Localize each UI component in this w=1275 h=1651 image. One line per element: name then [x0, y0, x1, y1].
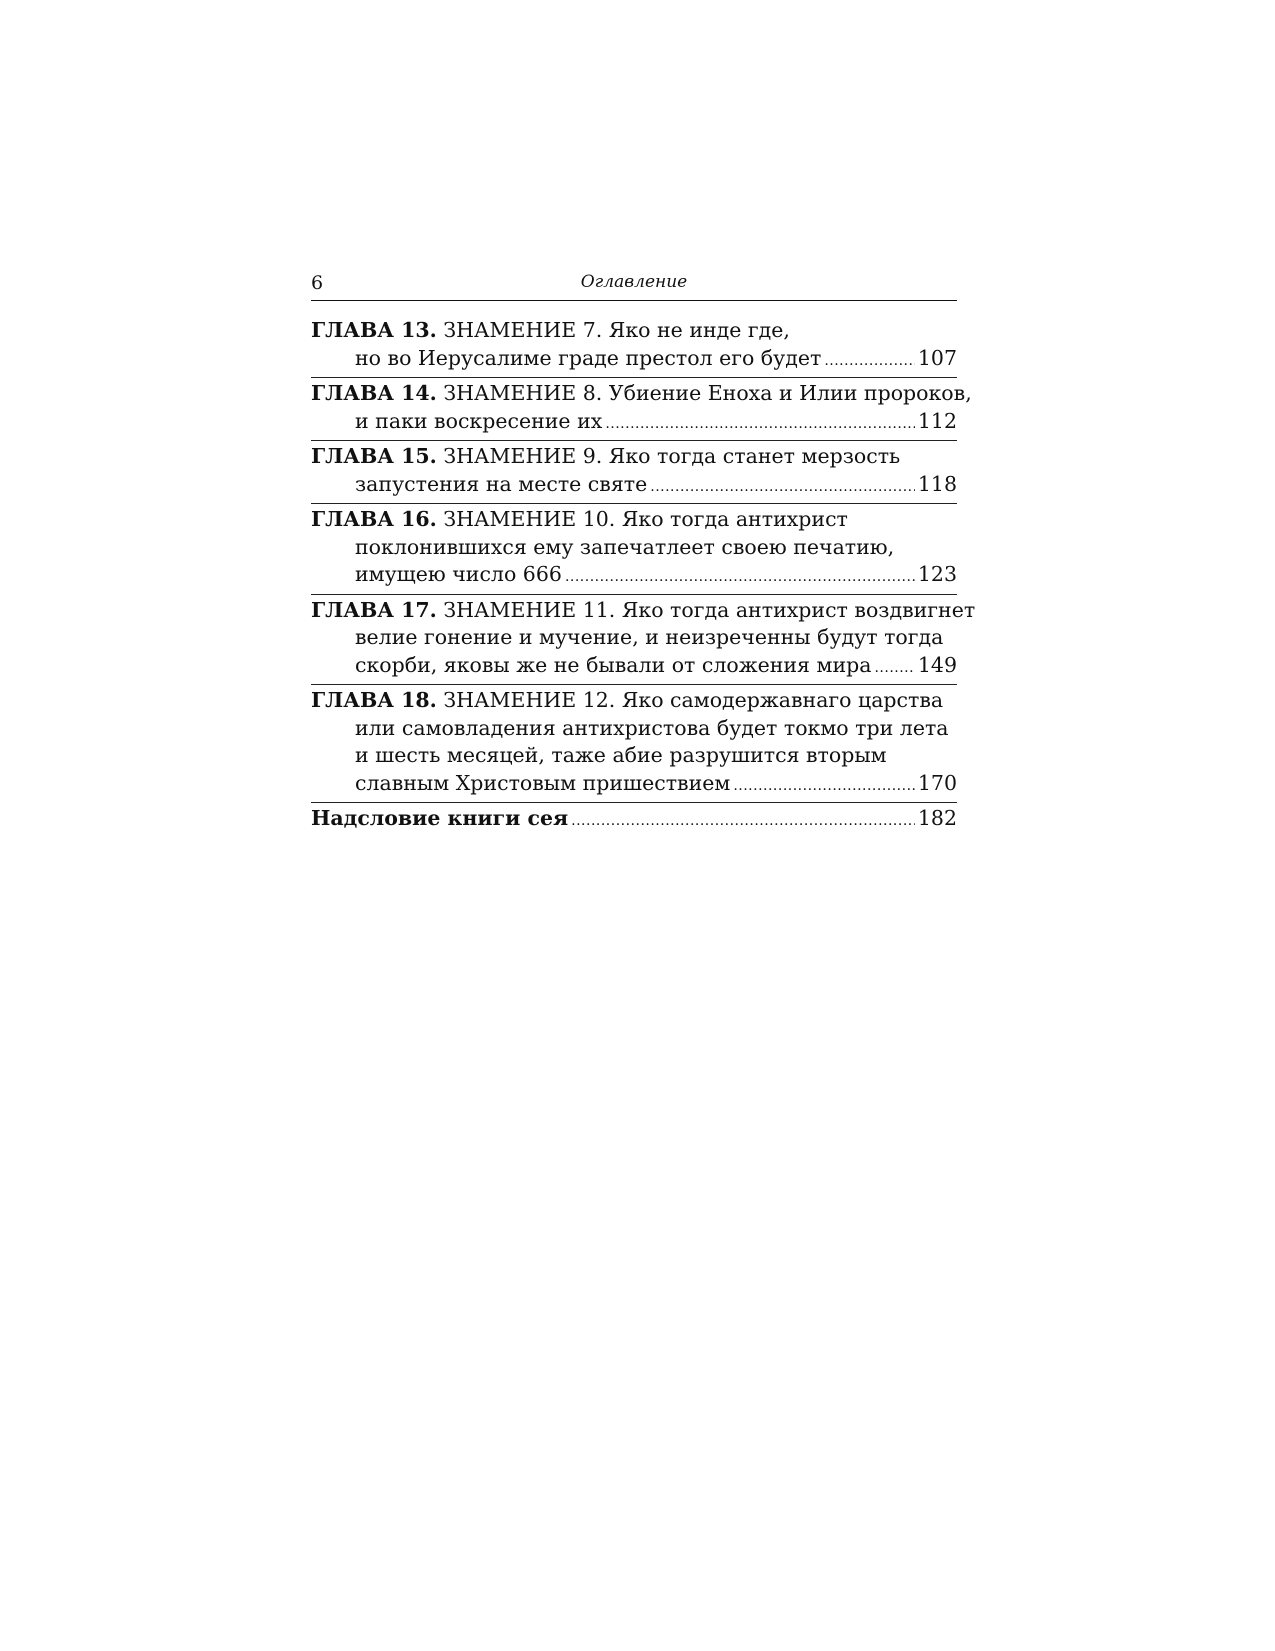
- chapter-title-end: скорби, яковы же не бывали от сложения мира: [355, 652, 872, 677]
- page-ref: 107: [917, 345, 957, 370]
- chapter-label: ГЛАВА 15.: [311, 444, 437, 468]
- page-ref: 118: [917, 471, 957, 496]
- chapter-title-end: славным Христовым пришествием: [355, 770, 731, 795]
- chapter-label: ГЛАВА 16.: [311, 507, 437, 531]
- leader-dots: [824, 345, 915, 376]
- page-ref: 182: [917, 806, 957, 830]
- page-ref: 123: [917, 562, 957, 586]
- toc-entry-15: [311, 441, 957, 504]
- page-ref: 170: [917, 770, 957, 795]
- leader-dots: [565, 561, 915, 592]
- chapter-title-end: имущею число 666: [355, 562, 562, 586]
- book-page: [311, 270, 976, 838]
- table-of-contents: [311, 315, 976, 838]
- chapter-title: ЗНАМЕНИЕ 8. Убиение Еноха и Илии пророков,: [443, 381, 972, 405]
- chapter-title: ЗНАМЕНИЕ 10. Яко тогда антихрист: [443, 507, 848, 531]
- chapter-title: ЗНАМЕНИЕ 12. Яко самодержавнаго царства: [443, 688, 944, 712]
- chapter-title-cont: поклонившихся ему запечатлеет своею печатию,: [355, 534, 895, 559]
- running-title: Оглавление: [580, 272, 688, 292]
- leader-dots: [733, 770, 915, 801]
- chapter-title-end: запустения на месте святе: [355, 471, 648, 496]
- running-head: [311, 270, 957, 301]
- chapter-label: ГЛАВА 14.: [311, 381, 437, 405]
- toc-entry-afterword: [311, 803, 957, 838]
- page-ref: 149: [917, 652, 957, 677]
- toc-entry-17: [311, 595, 976, 686]
- afterword-title: Надсловие книги сея: [311, 806, 569, 830]
- leader-dots: [874, 652, 914, 683]
- leader-dots: [605, 408, 915, 439]
- toc-entry-13: [311, 315, 957, 378]
- toc-entry-16: [311, 504, 957, 595]
- page-number: 6: [311, 272, 324, 294]
- toc-entry-14: [311, 378, 972, 441]
- chapter-title: ЗНАМЕНИЕ 11. Яко тогда антихрист воздвигнет: [443, 597, 976, 622]
- chapter-title-end: и паки воскресение их: [355, 408, 603, 433]
- toc-entry-18: [311, 685, 957, 803]
- chapter-title: ЗНАМЕНИЕ 9. Яко тогда станет мерзость: [443, 444, 901, 468]
- leader-dots: [650, 471, 915, 502]
- chapter-label: ГЛАВА 13.: [311, 318, 437, 342]
- page-ref: 112: [917, 408, 957, 433]
- chapter-title-cont: или самовладения антихристова будет токмо три лета: [355, 715, 949, 740]
- chapter-label: ГЛАВА 18.: [311, 688, 437, 712]
- chapter-label: ГЛАВА 17.: [311, 597, 437, 622]
- chapter-title-cont: велие гонение и мучение, и неизреченны будут тогда: [355, 625, 944, 649]
- chapter-title: ЗНАМЕНИЕ 7. Яко не инде где,: [443, 318, 790, 342]
- chapter-title-end: но во Иерусалиме граде престол его будет: [355, 345, 822, 370]
- chapter-title-cont: и шесть месяцей, таже абие разрушится вторым: [355, 743, 887, 767]
- leader-dots: [571, 805, 915, 836]
